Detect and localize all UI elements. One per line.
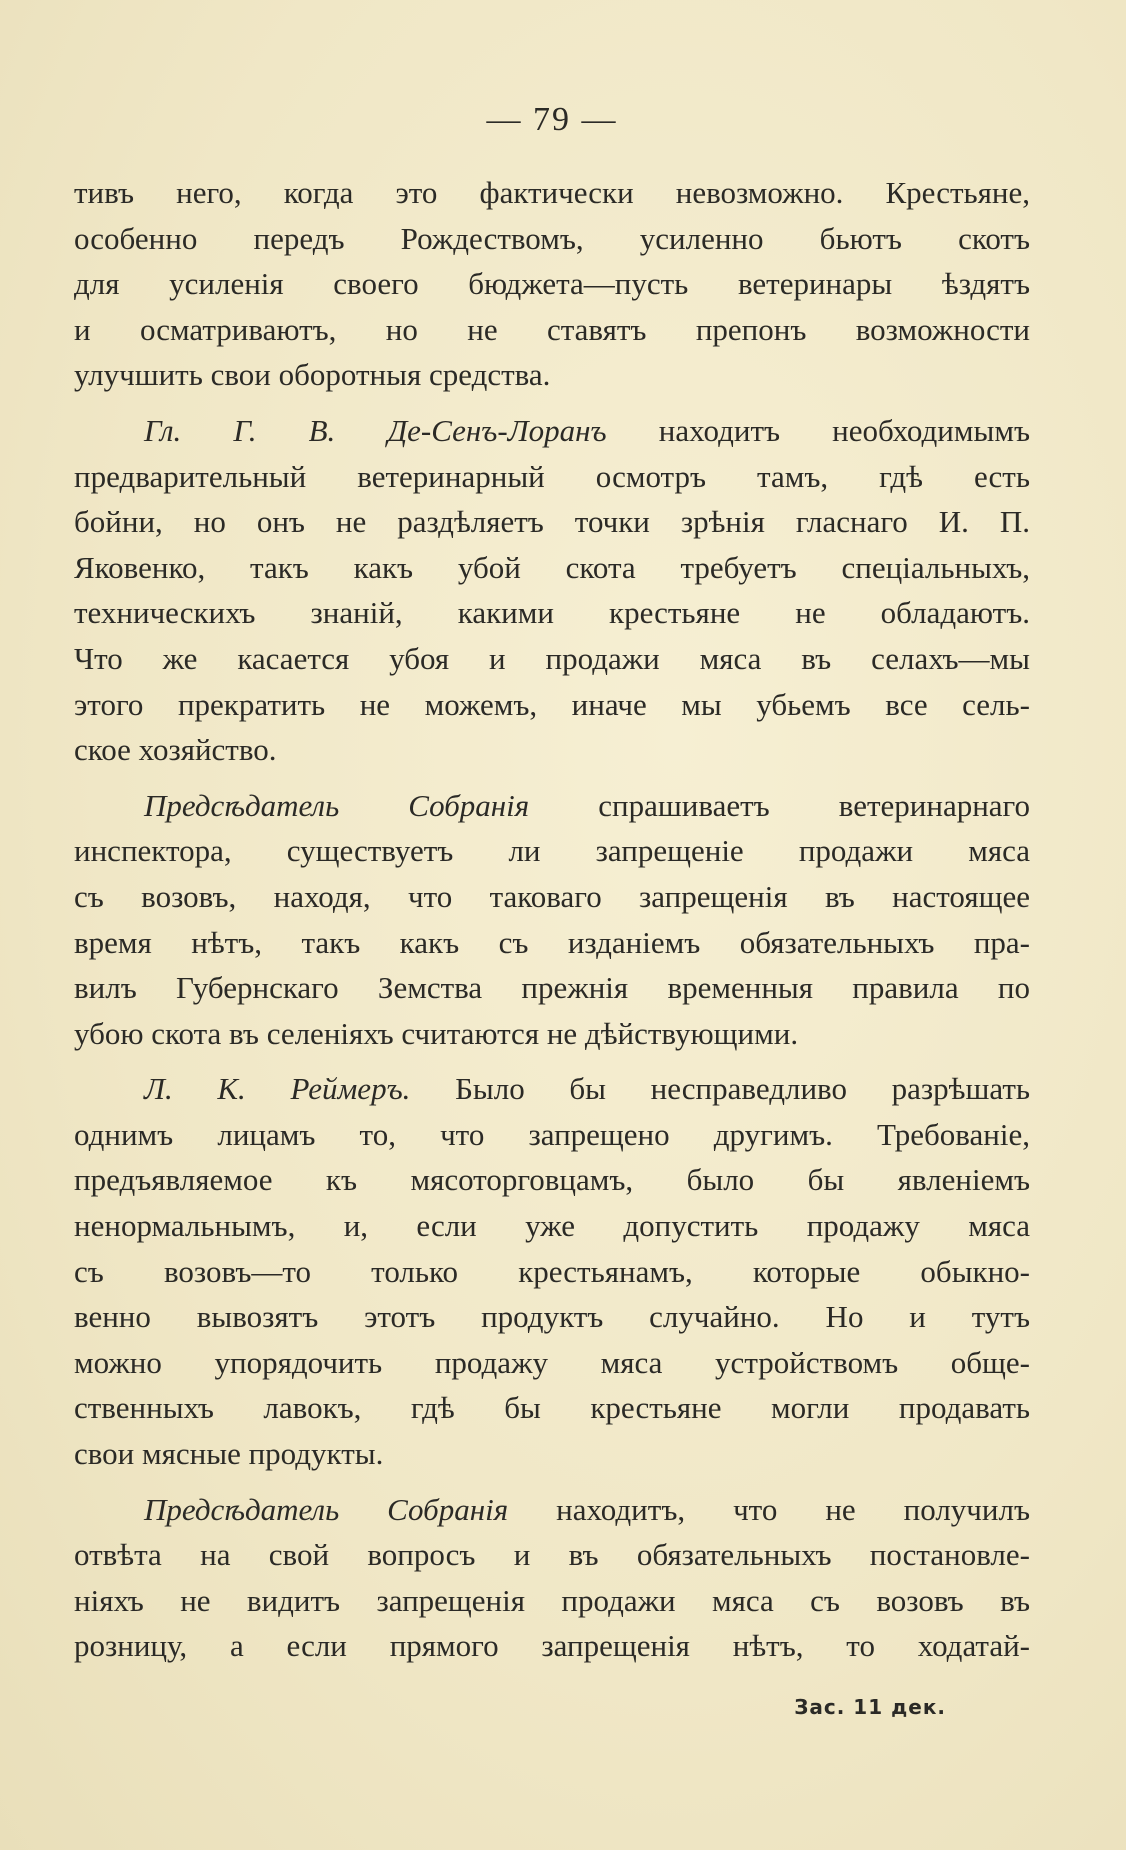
paragraph-4 (74, 1066, 1030, 1476)
text-line: съ возовъ, находя, что таковаго запрещенія въ настоящее (74, 878, 1030, 914)
text-line: техническихъ знаній, какими крестьяне не обладаютъ. (74, 595, 1030, 631)
text-line-rest: спрашиваетъ ветеринарнаго (529, 787, 1030, 823)
text-line-rest: находитъ необходимымъ (606, 412, 1030, 448)
text-line: однимъ лицамъ то, что запрещено другимъ. Требованіе, (74, 1116, 1030, 1152)
text-line: особенно передъ Рождествомъ, усиленно бьютъ скотъ (74, 220, 1030, 256)
text-line: тивъ него, когда это фактически невозможно. Крестьяне, (74, 175, 1030, 210)
text-line: для усиленія своего бюджета—пусть ветеринары ѣздятъ (74, 266, 1030, 302)
text-line: розницу, а если прямого запрещенія нѣтъ, то ходатай- (74, 1628, 1030, 1664)
speaker-name: Предсѣдатель Собранія (144, 787, 530, 823)
page-number: — 79 — (486, 101, 618, 138)
text-line: улучшить свои оборотныя средства. (74, 357, 551, 393)
text-line-first (74, 783, 1030, 829)
text-line-first (74, 408, 1030, 454)
text-line: ское хозяйство. (74, 732, 277, 768)
paragraph-3 (74, 783, 1030, 1057)
text-line: инспектора, существуетъ ли запрещеніе продажи мяса (74, 833, 1030, 869)
paragraph-2 (74, 408, 1030, 773)
speaker-name: Гл. Г. В. Де-Сенъ-Лоранъ (144, 412, 607, 448)
text-line: ненормальнымъ, и, если уже допустить продажу мяса (74, 1208, 1030, 1244)
text-line: отвѣта на свой вопросъ и въ обязательныхъ постановле- (74, 1537, 1030, 1573)
text-line: Что же касается убоя и продажи мяса въ селахъ—мы (74, 640, 1030, 676)
text-line: Яковенко, такъ какъ убой скота требуетъ спеціальныхъ, (74, 549, 1030, 585)
text-line-rest: Было бы несправедливо разрѣшать (410, 1071, 1031, 1107)
text-line: время нѣтъ, такъ какъ съ изданіемъ обязательныхъ пра- (74, 924, 1030, 960)
text-line: ственныхъ лавокъ, гдѣ бы крестьяне могли продавать (74, 1390, 1030, 1426)
text-line: предъявляемое къ мясоторговцамъ, было бы явленіемъ (74, 1162, 1030, 1198)
text-line-rest: находитъ, что не получилъ (508, 1491, 1030, 1527)
text-line: бойни, но онъ не раздѣляетъ точки зрѣнія гласнаго И. П. (74, 504, 1030, 540)
text-line-first (74, 1487, 1030, 1533)
text-line-first (74, 1066, 1030, 1112)
text-line: съ возовъ—то только крестьянамъ, которые обыкно- (74, 1253, 1030, 1289)
speaker-name: Предсѣдатель Собранія (144, 1491, 509, 1527)
text-line: предварительный ветеринарный осмотръ тамъ, гдѣ есть (74, 458, 1030, 494)
text-line: и осматриваютъ, но не ставятъ препонъ возможности (74, 311, 1030, 347)
text-line: ніяхъ не видитъ запрещенія продажи мяса съ возовъ въ (74, 1582, 1030, 1618)
text-line: свои мясные продукты. (74, 1436, 384, 1472)
paragraph-5 (74, 1487, 1030, 1669)
text-line: этого прекратить не можемъ, иначе мы убьемъ все сель- (74, 686, 1030, 722)
text-line: убою скота въ селеніяхъ считаются не дѣйствующими. (74, 1015, 799, 1051)
text-line: вилъ Губернскаго Земства прежнія временныя правила по (74, 970, 1030, 1006)
text-line: можно упорядочить продажу мяса устройствомъ обще- (74, 1344, 1030, 1380)
speaker-name: Л. К. Реймеръ. (144, 1071, 411, 1107)
page-body (74, 100, 1030, 1679)
signature-mark: Зас. 11 дек. (794, 1695, 946, 1719)
paragraph-1 (74, 170, 1030, 398)
text-line: венно вывозятъ этотъ продуктъ случайно. Но и тутъ (74, 1299, 1030, 1335)
